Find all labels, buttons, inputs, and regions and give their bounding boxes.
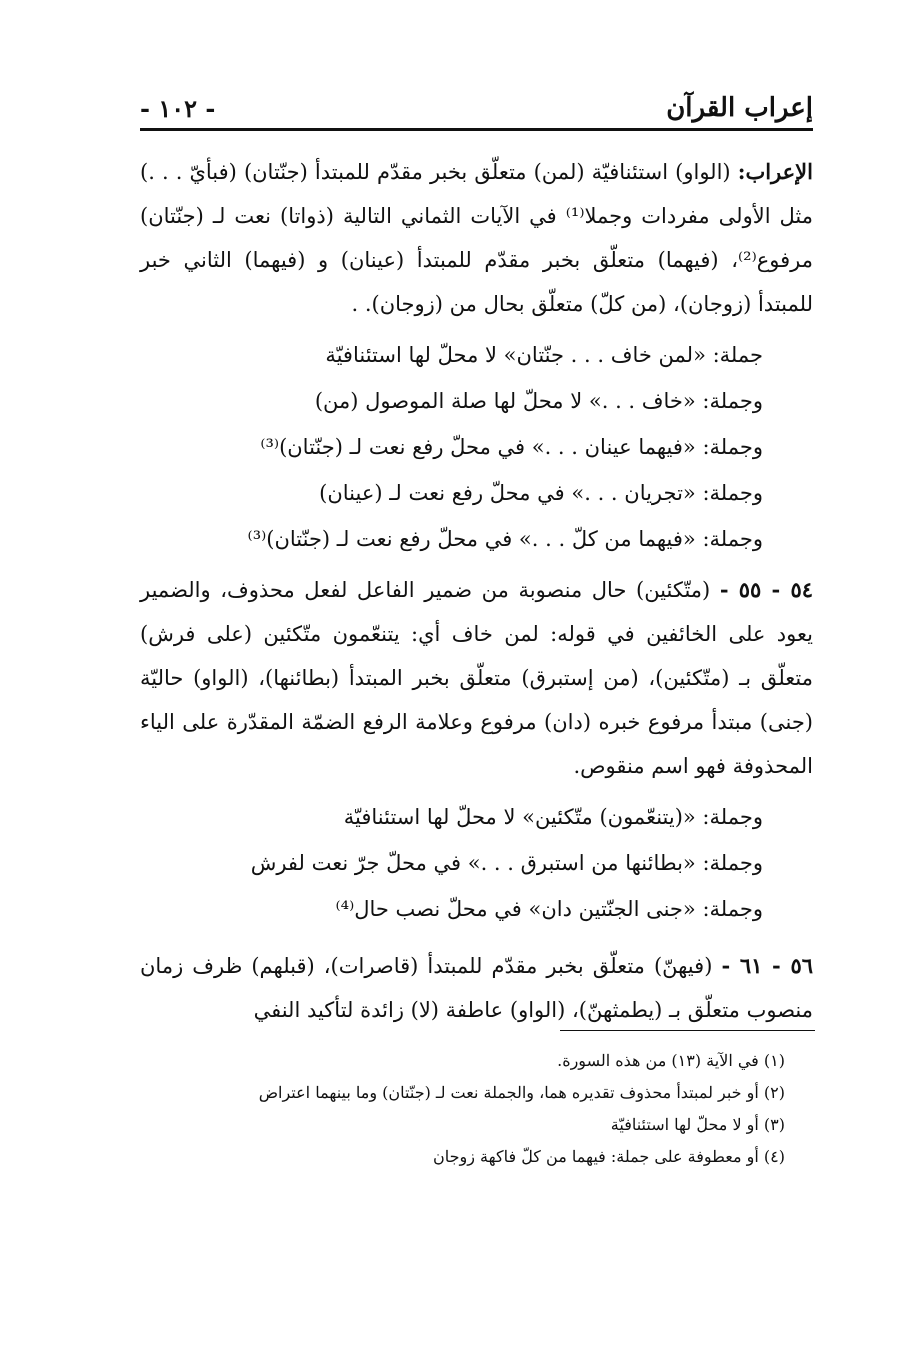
sentence-line: وجملة: «(يتنعّمون) متّكئين» لا محلّ لها استئنافيّة: [343, 805, 763, 829]
sentence-line: وجملة: «تجريان . . .» في محلّ رفع نعت لـ (عينان): [319, 481, 763, 505]
paragraph-text: (فيهنّ) متعلّق بخبر مقدّم للمبتدأ (قاصرات)، (قبلهم) ظرف زمان منصوب متعلّق بـ (يطمثهنّ)، (الواو) عاطفة (لا) زائدة لتأكيد النفي: [140, 954, 813, 1022]
book-title: إعراب القرآن: [666, 93, 813, 123]
sentence-line: وجملة: «فيهما من كلّ . . .» في محلّ رفع نعت لـ (جنّتان)⁽³⁾: [247, 527, 763, 551]
sentence-list: [140, 794, 813, 932]
sentence-list: [140, 332, 813, 562]
footnote-1: (١) في الآية (١٣) من هذه السورة.: [557, 1051, 785, 1070]
footnote-divider: [560, 1030, 815, 1031]
page-header: [140, 88, 813, 131]
verse-range-label: ٥٦ - ٦١ -: [721, 953, 814, 978]
sentence-line: وجملة: «بطائنها من استبرق . . .» في محلّ جرّ نعت لفرش: [250, 851, 763, 875]
paragraph-verses-54-55: [140, 568, 813, 788]
body-text: [140, 150, 813, 1032]
footnote-2: (٢) أو خبر لمبتدأ محذوف تقديره هما، والجملة نعت لـ (جنّتان) وما بينهما اعتراض: [258, 1083, 785, 1102]
paragraph-text: (متّكئين) حال منصوبة من ضمير الفاعل لفعل محذوف، والضمير يعود على الخائفين في قوله: لمن خاف أي: يتنعّمون متّكئين (على فرش) متعلّق بـ (متّكئين)، (من إستبرق) متعلّق بخبر المبتدأ (بطائنها)، (الواو) حاليّة (جنى) مبتدأ مرفوع خبره (دان) مرفوع وعلامة الرفع الضمّة المقدّرة على الياء المحذوفة فهو اسم منقوص.: [140, 578, 813, 778]
verse-range-label: ٥٤ - ٥٥ -: [719, 577, 814, 602]
footnotes: [140, 1045, 785, 1173]
paragraph-verses-56-61: [140, 944, 813, 1032]
footnote-3: (٣) أو لا محلّ لها استئنافيّة: [610, 1115, 785, 1134]
footnote-4: (٤) أو معطوفة على جملة: فيهما من كلّ فاكهة زوجان: [432, 1147, 785, 1166]
paragraph-lead: الإعراب:: [737, 159, 813, 184]
page-number: - ١٠٢ -: [140, 93, 216, 123]
paragraph-text: (الواو) استئنافيّة (لمن) متعلّق بخبر مقدّم للمبتدأ (جنّتان) (فبأيّ . . .) مثل الأولى مفردات وجملا⁽¹⁾ في الآيات الثماني التالية (ذواتا) نعت لـ (جنّتان) مرفوع⁽²⁾، (فيهما) متعلّق بخبر مقدّم للمبتدأ (عينان) و (فيهما) الثاني خبر للمبتدأ (زوجان)، (من كلّ) متعلّق بحال من (زوجان). .: [140, 160, 814, 316]
paragraph-irab: [140, 150, 813, 326]
sentence-line: جملة: «لمن خاف . . . جنّتان» لا محلّ لها استئنافيّة: [325, 343, 763, 367]
sentence-line: وجملة: «خاف . . .» لا محلّ لها صلة الموصول (من): [314, 389, 763, 413]
sentence-line: وجملة: «جنى الجنّتين دان» في محلّ نصب حال⁽⁴⁾: [335, 897, 763, 921]
sentence-line: وجملة: «فيهما عينان . . .» في محلّ رفع نعت لـ (جنّتان)⁽³⁾: [260, 435, 763, 459]
